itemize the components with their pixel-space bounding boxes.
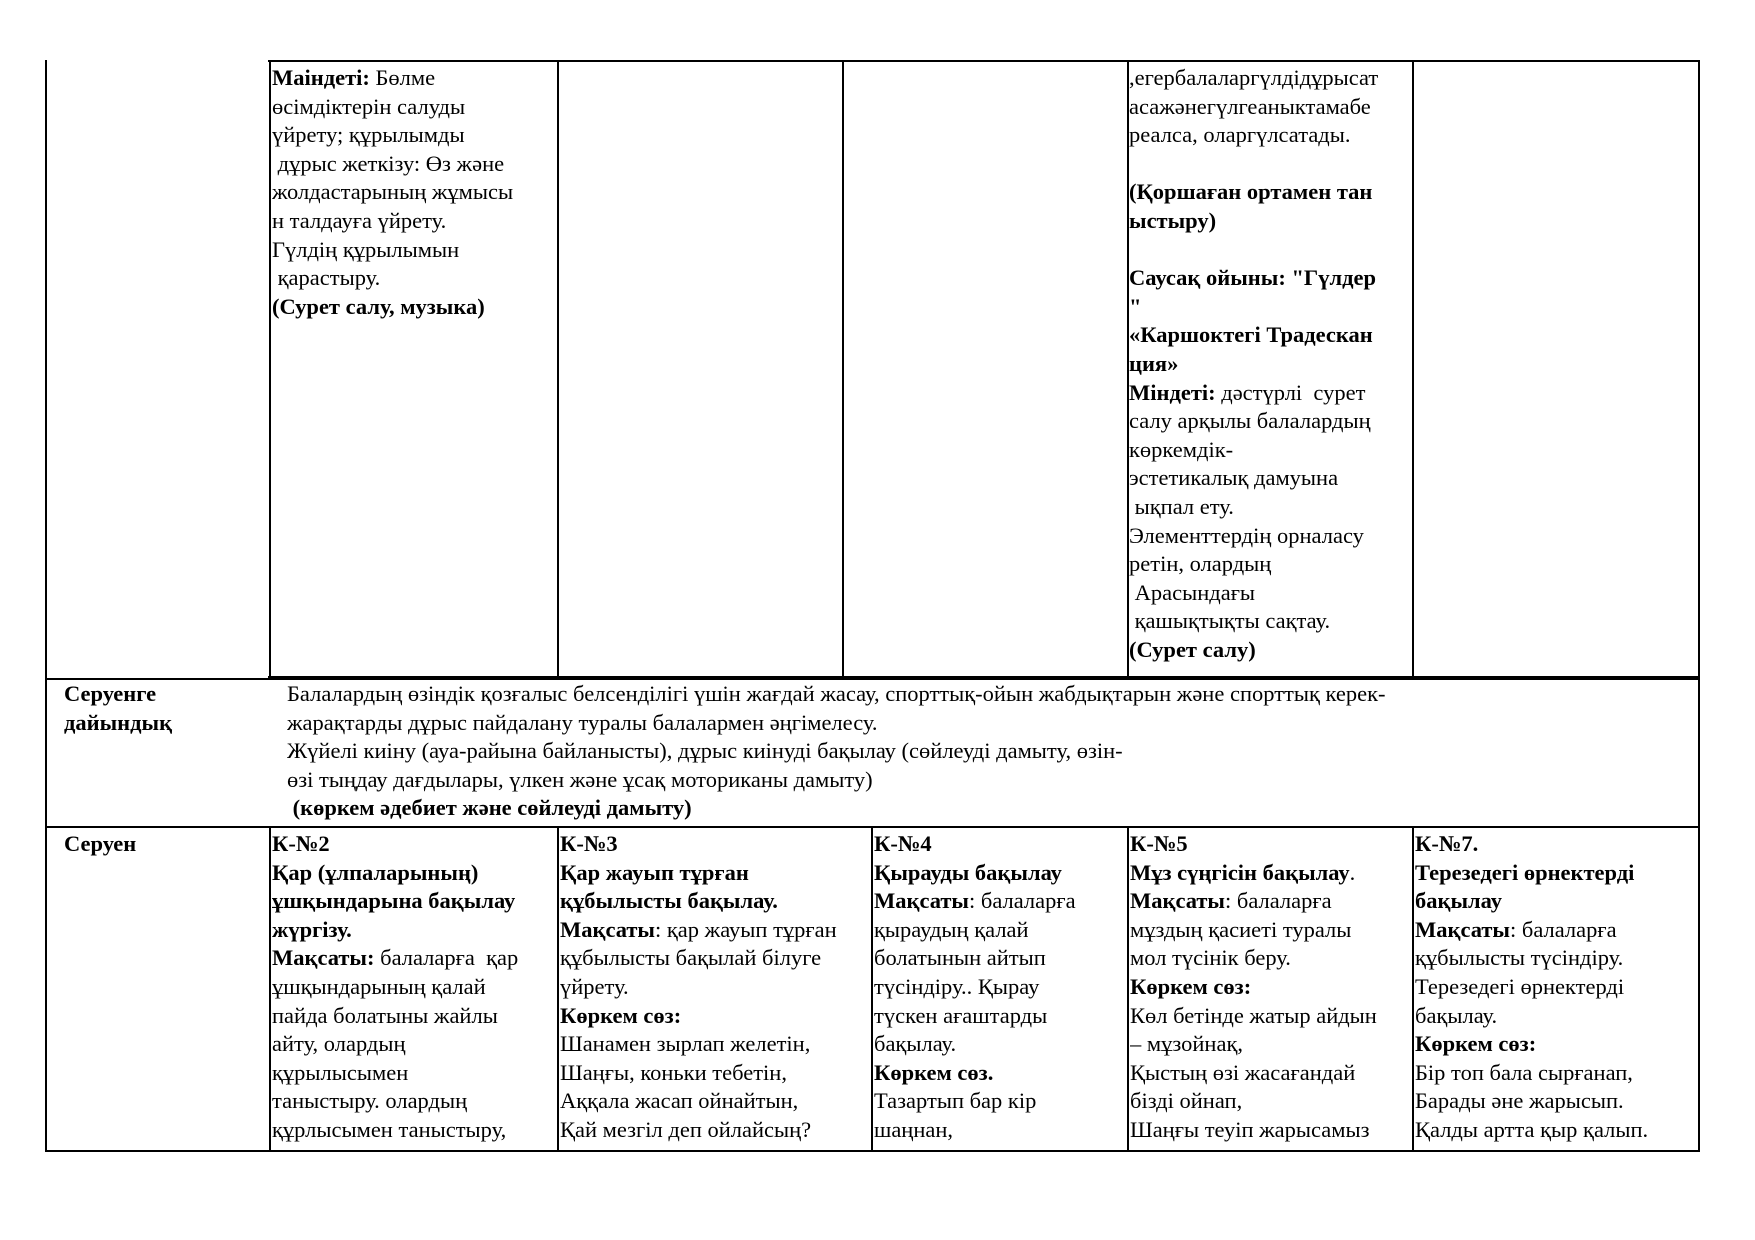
text-line: [560, 859, 886, 888]
text-run: ретін, олардың: [1129, 551, 1272, 577]
text-line: [1129, 607, 1411, 636]
text-run: н талдауға үйрету.: [272, 207, 447, 233]
text-line: [1415, 944, 1698, 973]
right-border: [1698, 60, 1700, 1152]
text-run: үйрету.: [560, 973, 629, 999]
text-line: [272, 293, 556, 322]
bold-run: Мақсаты: [1130, 888, 1225, 914]
bold-run: (Сурет салу, музыка): [272, 293, 485, 319]
text-line: [64, 680, 264, 709]
bold-run: Серуенге: [64, 681, 157, 706]
text-line: [1129, 178, 1411, 207]
text-run: қарастыру.: [272, 265, 381, 291]
text-run: өсімдіктерін салуды: [272, 93, 466, 119]
text-run: Қай мезгіл деп ойлайсың?: [560, 1116, 812, 1142]
bold-run: К-№2: [272, 831, 330, 856]
text-line: [287, 680, 1692, 709]
text-line: [272, 93, 556, 122]
bold-run: ция»: [1129, 350, 1179, 376]
text-run: салу арқылы балалардың: [1129, 408, 1371, 434]
text-run: Бір топ бала сырғанап,: [1415, 1059, 1633, 1085]
text-run: бақылау.: [1415, 1002, 1498, 1028]
text-run: Элементтердің орналасу: [1129, 522, 1364, 548]
bold-run: Міндеті:: [1129, 379, 1216, 405]
row1-col4-cell: [1129, 64, 1411, 664]
text-run: Қалды артта қыр қалып.: [1415, 1116, 1649, 1142]
bold-run: «Каршоктегі Традескан: [1129, 322, 1373, 348]
text-run: дұрыс жеткізу: Өз және: [272, 150, 505, 176]
text-line: [1129, 121, 1411, 150]
text-run: бізді ойнап,: [1130, 1088, 1243, 1114]
text-line: [287, 766, 1692, 795]
bold-run: Саусақ ойыны: "Гүлдер: [1129, 265, 1377, 291]
text-line: [272, 1087, 556, 1116]
text-line: [874, 1002, 1126, 1031]
bold-run: ыстыру): [1129, 207, 1217, 233]
text-run: : балаларға: [1225, 888, 1332, 914]
text-run: Тазартып бар кір: [874, 1088, 1037, 1114]
bold-run: Мақсаты:: [272, 945, 375, 971]
text-line: [272, 830, 556, 859]
text-line: [1129, 264, 1411, 293]
text-line: [560, 830, 886, 859]
bold-run: Қар (ұлпаларының): [272, 859, 479, 885]
text-line: [272, 1116, 556, 1145]
row3-col2-border: [557, 826, 559, 1152]
text-line: [1415, 1087, 1698, 1116]
text-line: [1130, 830, 1412, 859]
text-line: [64, 709, 264, 738]
text-run: асажәнегүлгеаныктамабе: [1129, 93, 1371, 119]
bold-run: ұшқындарына бақылау: [272, 888, 516, 914]
text-run: мол түсінік беру.: [1130, 945, 1291, 971]
text-run: өзі тыңдау дағдылары, үлкен және ұсақ моториканы дамыту): [287, 766, 873, 792]
text-line: [560, 944, 886, 973]
bold-run: К-№3: [560, 831, 618, 856]
bold-run: ": [1129, 293, 1142, 319]
text-line: [1129, 64, 1411, 93]
text-line: [1129, 207, 1411, 236]
text-run: Терезедегі өрнектерді: [1415, 973, 1625, 999]
text-line: [1129, 321, 1411, 350]
walk-card-5: [1130, 830, 1412, 1145]
text-line: [1415, 1030, 1698, 1059]
text-run: ықпал ету.: [1129, 493, 1234, 519]
text-run: реалса, оларгүлсатады.: [1129, 122, 1351, 148]
text-run: құрлысымен таныстыру,: [272, 1116, 507, 1142]
text-line: [1130, 1002, 1412, 1031]
text-line: [272, 1002, 556, 1031]
text-line: [1130, 916, 1412, 945]
bold-run: Мақсаты: [1415, 916, 1510, 942]
text-line: [1130, 1030, 1412, 1059]
text-line: [1129, 93, 1411, 122]
bold-run: құбылысты бақылау.: [560, 888, 778, 914]
text-line: [1129, 579, 1411, 608]
text-line: [874, 973, 1126, 1002]
bold-run: Мұз сүңгісін бақылау: [1130, 859, 1350, 885]
text-line: [272, 236, 556, 265]
text-line: [272, 1030, 556, 1059]
label-column-border: [269, 60, 271, 679]
text-line: [1415, 859, 1698, 888]
text-line: [272, 859, 556, 888]
bold-run: К-№7.: [1415, 831, 1479, 856]
text-run: жарақтарды дұрыс пайдалану туралы балалармен әңгімелесу.: [287, 709, 878, 735]
text-line: [1130, 1087, 1412, 1116]
row1-col2-border: [557, 60, 559, 678]
walk-card-2: [272, 830, 556, 1145]
text-run: қыраудың қалай: [874, 916, 1029, 942]
walk-label: [64, 830, 264, 859]
text-run: Жүйелі киіну (ауа-райына байланысты), дұрыс киінуді бақылау (сөйлеуді дамыту, өзін-: [287, 738, 1123, 764]
text-run: құбылысты бақылай білуге: [560, 945, 822, 971]
text-line: [1129, 293, 1411, 322]
text-line: [272, 64, 556, 93]
text-line: [64, 830, 264, 859]
walk-card-3: [560, 830, 886, 1145]
text-line: [1130, 1059, 1412, 1088]
text-line: [1129, 493, 1411, 522]
text-line: [560, 1087, 886, 1116]
bold-run: Терезедегі өрнектерді: [1415, 859, 1635, 885]
bold-run: Қырауды бақылау: [874, 859, 1062, 885]
text-run: Шаңғы теуіп жарысамыз: [1130, 1116, 1370, 1142]
text-run: ұшқындарының қалай: [272, 973, 486, 999]
text-run: Қыстың өзі жасағандай: [1130, 1059, 1356, 1085]
text-run: таныстыру. олардың: [272, 1088, 468, 1114]
text-line: [1415, 1116, 1698, 1145]
text-line: [1415, 973, 1698, 1002]
text-line: [272, 178, 556, 207]
bold-run: (Сурет салу): [1129, 636, 1256, 662]
text-line: [560, 916, 886, 945]
text-line: [287, 737, 1692, 766]
row1-col5-border: [1412, 60, 1414, 678]
text-line: [272, 944, 556, 973]
text-run: Барады әне жарысып.: [1415, 1088, 1624, 1114]
text-line: [1415, 830, 1698, 859]
text-run: Шанамен зырлап желетін,: [560, 1031, 811, 1057]
text-run: : балаларға: [1510, 916, 1617, 942]
left-border: [45, 60, 47, 1152]
text-line: [874, 916, 1126, 945]
text-run: айту, олардың: [272, 1031, 406, 1057]
text-line: [272, 150, 556, 179]
text-line: [1129, 636, 1411, 665]
text-run: : балаларға: [969, 888, 1076, 914]
text-run: мұздың қасиеті туралы: [1130, 916, 1352, 942]
text-run: Бөлме: [369, 65, 436, 90]
text-run: құбылысты түсіндіру.: [1415, 945, 1624, 971]
text-line: [272, 1059, 556, 1088]
bold-run: Маіндеті:: [272, 65, 370, 90]
text-line: [272, 207, 556, 236]
text-line: [874, 1059, 1126, 1088]
text-line: [874, 1087, 1126, 1116]
text-line: [1415, 916, 1698, 945]
text-line: [272, 916, 556, 945]
text-run: – мұзойнақ,: [1130, 1031, 1243, 1057]
text-line: [1129, 407, 1411, 436]
text-run: көркемдік-: [1129, 436, 1234, 462]
text-run: Гүлдің құрылымын: [272, 236, 460, 262]
walk-preparation-content: [287, 680, 1692, 823]
bold-run: Мақсаты: [874, 888, 969, 914]
text-run: дәстүрлі сурет: [1215, 379, 1366, 405]
text-run: : қар жауып тұрған: [655, 916, 837, 942]
text-line: [1129, 379, 1411, 408]
text-line: [1130, 887, 1412, 916]
bold-run: Мақсаты: [560, 916, 655, 942]
bold-run: (Қоршаған ортамен тан: [1129, 179, 1373, 205]
text-run: балаларға қар: [374, 945, 519, 971]
text-run: Көл бетінде жатыр айдын: [1130, 1002, 1377, 1028]
text-line: [287, 709, 1692, 738]
text-line: [874, 859, 1126, 888]
bold-run: К-№4: [874, 831, 932, 856]
text-line: [560, 1002, 886, 1031]
text-line: [1129, 464, 1411, 493]
text-line: [287, 794, 1692, 823]
bold-run: Көркем сөз.: [874, 1059, 994, 1085]
text-run: .: [1349, 859, 1356, 885]
text-line: [1130, 944, 1412, 973]
text-line: [560, 1116, 886, 1145]
text-run: қашықтықты сақтау.: [1129, 608, 1331, 634]
text-run: жолдастарының жұмысы: [272, 179, 514, 205]
text-line: [560, 1030, 886, 1059]
bold-run: Көркем сөз:: [1130, 973, 1252, 999]
text-run: эстетикалық дамуына: [1129, 465, 1339, 491]
text-line: [1129, 150, 1411, 179]
row1-col3-border: [842, 60, 844, 678]
bold-run: жүргізу.: [272, 916, 352, 942]
bold-run: Серуен: [64, 831, 137, 856]
row1-top-border: [268, 60, 1700, 62]
text-line: [874, 944, 1126, 973]
row1-col1-cell: [272, 64, 556, 321]
text-line: [1415, 1002, 1698, 1031]
text-line: [272, 973, 556, 1002]
text-line: [874, 830, 1126, 859]
text-run: түсіндіру.. Қырау: [874, 973, 1040, 999]
text-run: Арасындағы: [1129, 579, 1256, 605]
text-line: [1415, 1059, 1698, 1088]
text-run: құрылысымен: [272, 1059, 409, 1085]
text-line: [1129, 236, 1411, 265]
walk-card-4: [874, 830, 1126, 1145]
text-line: [1129, 436, 1411, 465]
bold-run: дайындық: [64, 709, 173, 735]
bold-run: Қар жауып тұрған: [560, 859, 749, 885]
text-line: [1129, 350, 1411, 379]
text-line: [1130, 1116, 1412, 1145]
text-line: [874, 1030, 1126, 1059]
text-line: [560, 1059, 886, 1088]
row3-col5-border: [1412, 826, 1414, 1152]
text-line: [272, 121, 556, 150]
text-line: [1130, 859, 1412, 888]
text-line: [560, 973, 886, 1002]
walk-preparation-label: [64, 680, 264, 737]
text-run: шаңнан,: [874, 1116, 954, 1142]
text-line: [1415, 887, 1698, 916]
bold-run: Көркем сөз:: [1415, 1031, 1537, 1057]
text-run: бақылау.: [874, 1031, 957, 1057]
walk-card-7: [1415, 830, 1698, 1145]
label-column-border-row3: [269, 826, 271, 1152]
text-line: [874, 1116, 1126, 1145]
text-line: [1129, 550, 1411, 579]
bold-run: Көркем сөз:: [560, 1002, 682, 1028]
text-run: түскен ағаштарды: [874, 1002, 1048, 1028]
text-line: [560, 887, 886, 916]
text-run: пайда болатыны жайлы: [272, 1002, 498, 1028]
row3-col4-border: [1127, 826, 1129, 1152]
text-line: [1129, 522, 1411, 551]
text-line: [272, 887, 556, 916]
text-run: үйрету; құрылымды: [272, 122, 465, 148]
text-run: болатынын айтып: [874, 945, 1046, 971]
text-run: ,егербалаларгүлдідұрысат: [1129, 65, 1379, 90]
bold-run: К-№5: [1130, 831, 1188, 856]
text-line: [1130, 973, 1412, 1002]
bold-run: (көркем әдебиет және сөйлеуді дамыту): [287, 795, 692, 821]
bold-run: бақылау: [1415, 888, 1503, 914]
text-line: [874, 887, 1126, 916]
text-run: Аққала жасап ойнайтын,: [560, 1088, 799, 1114]
text-line: [272, 264, 556, 293]
text-run: Балалардың өзіндік қозғалыс белсенділігі үшін жағдай жасау, спорттық-ойын жабдықтарын және спорттық керек-: [287, 681, 1386, 706]
text-run: Шаңғы, коньки тебетін,: [560, 1059, 787, 1085]
